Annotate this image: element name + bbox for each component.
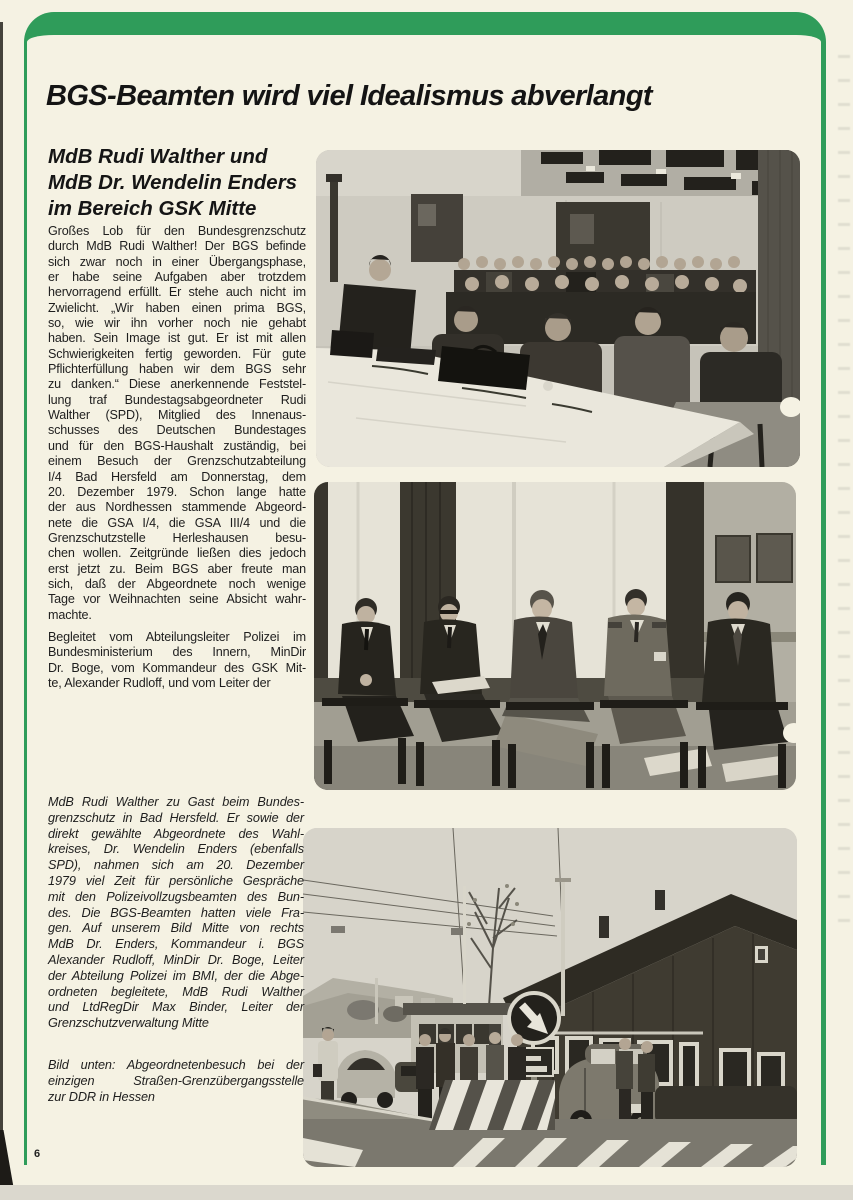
article-subtitle: MdB Rudi Walther und MdB Dr. Wendelin Enders im Bereich GSK Mitte [48, 145, 298, 220]
photo-border-crossing-svg [303, 828, 797, 1167]
scan-corner-artifact [0, 1130, 14, 1190]
body-paragraph-2: Begleitet vom Abteilungsleiter Polizei im Bundesministerium des Innern, MinDir Dr. Boge, vom Kommandeur des GSK Mit- te, Alexander Rudloff, und vom Leiter der [48, 629, 306, 690]
article-body [48, 224, 306, 691]
photo-delegation-seated [314, 482, 796, 790]
page-number: 6 [34, 1148, 41, 1160]
scan-spot-artifact [780, 397, 802, 417]
page-bottom-edge [0, 1185, 853, 1200]
scan-edge-artifact [0, 22, 3, 1142]
photo-meeting-room [316, 150, 800, 467]
scan-spot-artifact [783, 723, 805, 743]
photo-meeting-room-svg [316, 150, 800, 467]
caption-middle-photo: MdB Rudi Walther zu Gast beim Bundes- grenzschutz in Bad Hersfeld. Er sowie der direkt gewählte Abgeordnete des Wahl- kreises, Dr. Wendelin Enders (ebenfalls SPD), nahmen sich am 20. Dezember 1979 viel Zeit für persönliche Gespräche mit den Polizeivollzugsbeamten des Bun- des. Die BGS-Beamten hatten viele Fra- gen. Auf unserem Bild Mitte von rechts MdB Dr. Enders, Kommandeur i. BGS Alexander Rudloff, MinDir Dr. Boge, Leiter der Abteilung Polizei im BMI, der die Abge- ordneten begleitete, MdB Rudi Walther und LtdRegDir Max Binder, Leiter der Grenzschutzverwaltung Mitte [48, 795, 304, 1031]
scan-showthrough-noise [838, 55, 850, 935]
body-paragraph-1: Großes Lob für den Bundesgrenzschutz durch MdB Rudi Walther! Der BGS befinde sich zwar noch in einer Übergangsphase, er habe seine Aufgaben aber trotzdem hervorragend erfüllt. Er stehe auch nicht im Zwielicht. „Wir haben einen prima BGS, so, wie wir ihn vorher noch nie gehabt haben. Sein Image ist gut. Er ist mit allen Schwierigkeiten fertig geworden. Für gute Pflichterfüllung haben wir dem BGS sehr zu danken.“ Diese anerkennende Feststel- lung traf Bundestagsabgeordneter Rudi Walther (SPD), Mitglied des Innenaus- schusses des Deutschen Bundestages und für den BGS-Haushalt zuständig, bei einem Besuch der Grenzschutzabteilung I/4 Bad Hersfeld am Donnerstag, dem 20. Dezember 1979. Schon lange hatte der aus Nordhessen stammende Abgeord- nete die GSA I/4, die GSA III/4 und die Grenzschutzstelle Herleshausen besu- chen wollen. Zeitgründe ließen dies jedoch erst jetzt zu. Beim BGS aber freute man sich, daß der Abgeordnete noch wenige Tage vor Weihnachten seine Absicht wahr- machte. [48, 224, 306, 622]
photo-delegation-svg [314, 482, 796, 790]
caption-bottom-photo: Bild unten: Abgeordnetenbesuch bei der einzigen Straßen-Grenzübergangsstelle zur DDR in Hessen [48, 1057, 304, 1104]
photo-border-crossing [303, 828, 797, 1167]
photo-captions [48, 795, 304, 1105]
article-title: BGS-Beamten wird viel Idealismus abverlangt [46, 80, 652, 112]
